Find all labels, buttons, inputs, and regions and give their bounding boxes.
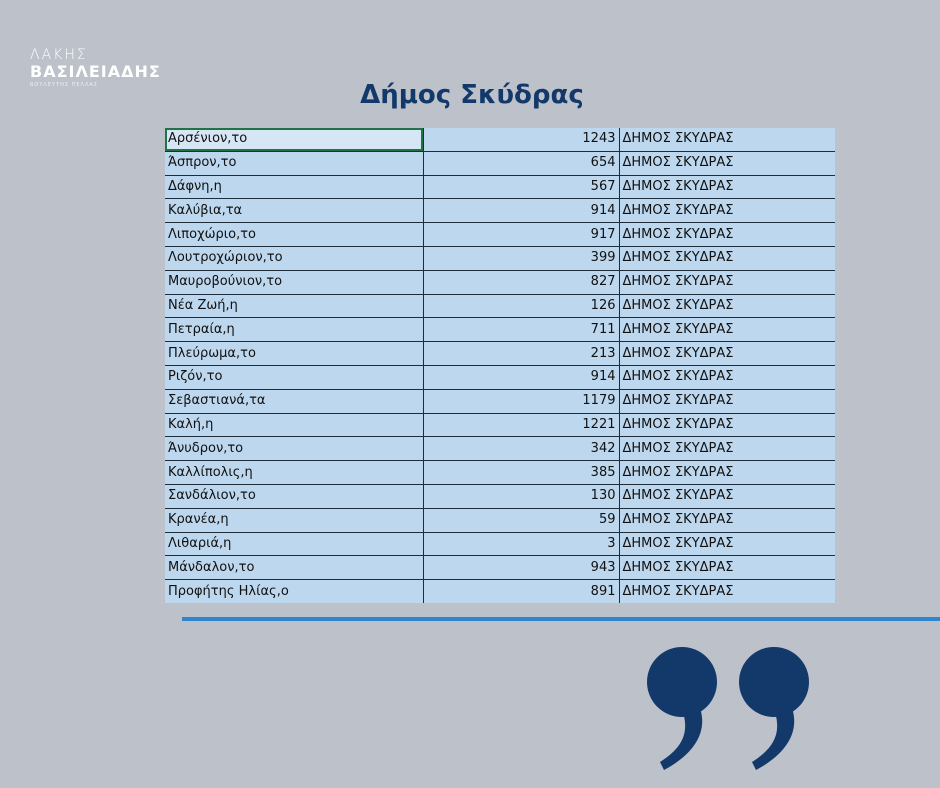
village-name-cell[interactable]: Καλύβια,τα [165,199,423,223]
table-row [165,246,835,270]
table-body [165,128,835,603]
population-cell[interactable]: 827 [423,270,619,294]
municipality-cell[interactable]: ΔΗΜΟΣ ΣΚΥΔΡΑΣ [622,583,734,599]
municipality-cell[interactable]: ΔΗΜΟΣ ΣΚΥΔΡΑΣ [619,461,835,485]
municipality-cell[interactable]: ΔΗΜΟΣ ΣΚΥΔΡΑΣ [619,484,835,508]
table-row [165,532,835,556]
population-cell[interactable]: 914 [423,199,619,223]
table-row [165,556,835,580]
village-name-cell[interactable]: Άσπρον,το [165,151,423,175]
table-row [165,270,835,294]
village-name-cell[interactable]: Λιθαριά,η [165,532,423,556]
population-cell[interactable]: 914 [423,365,619,389]
village-name-cell[interactable]: Δάφνη,η [165,175,423,199]
village-name-cell[interactable]: Πετραία,η [165,318,423,342]
table-row [165,318,835,342]
population-cell[interactable]: 567 [423,175,619,199]
village-name-cell[interactable]: Ριζόν,το [165,365,423,389]
village-name-cell[interactable]: Μαυροβούνιον,το [165,270,423,294]
village-name-cell[interactable]: Πλεύρωμα,το [165,342,423,366]
logo-last-name: ΒΑΣΙΛΕΙΑΔΗΣ [30,62,161,81]
municipality-cell[interactable]: ΔΗΜΟΣ ΣΚΥΔΡΑΣ [619,437,835,461]
table-row [165,484,835,508]
table-row [165,508,835,532]
municipality-cell[interactable]: ΔΗΜΟΣ ΣΚΥΔΡΑΣ [619,246,835,270]
municipality-cell[interactable]: ΔΗΜΟΣ ΣΚΥΔΡΑΣ [619,128,835,151]
table-row [165,413,835,437]
municipality-cell[interactable]: ΔΗΜΟΣ ΣΚΥΔΡΑΣ [619,294,835,318]
population-cell[interactable]: 399 [423,246,619,270]
municipality-cell[interactable]: ΔΗΜΟΣ ΣΚΥΔΡΑΣ [619,413,835,437]
population-cell[interactable]: 1179 [423,389,619,413]
population-cell[interactable]: 385 [423,461,619,485]
municipality-cell[interactable]: ΔΗΜΟΣ ΣΚΥΔΡΑΣ [619,389,835,413]
population-cell[interactable]: 126 [423,294,619,318]
table-row [165,294,835,318]
municipality-cell[interactable]: ΔΗΜΟΣ ΣΚΥΔΡΑΣ [619,318,835,342]
table-row [165,461,835,485]
village-name-cell[interactable]: Σεβαστιανά,τα [165,389,423,413]
table-row [165,175,835,199]
village-name-cell[interactable]: Κρανέα,η [165,508,423,532]
population-cell[interactable]: 891 [423,580,619,603]
villages-table [165,128,835,603]
municipality-cell[interactable]: ΔΗΜΟΣ ΣΚΥΔΡΑΣ [619,365,835,389]
municipality-cell[interactable]: ΔΗΜΟΣ ΣΚΥΔΡΑΣ [619,151,835,175]
municipality-cell[interactable]: ΔΗΜΟΣ ΣΚΥΔΡΑΣ [619,270,835,294]
population-cell[interactable]: 342 [423,437,619,461]
population-cell[interactable]: 130 [423,484,619,508]
divider-line [182,617,940,621]
closing-quote-icon [642,642,818,772]
table-row [165,437,835,461]
population-cell[interactable]: 654 [423,151,619,175]
page-title: Δήμος Σκύδρας [360,80,584,110]
village-name-cell[interactable]: Καλή,η [165,413,423,437]
population-cell[interactable]: 1221 [423,413,619,437]
municipality-cell[interactable]: ΔΗΜΟΣ ΣΚΥΔΡΑΣ [619,556,835,580]
table-row [165,389,835,413]
village-name-cell[interactable]: Άνυδρον,το [165,437,423,461]
village-name-cell[interactable]: Λιποχώριο,το [165,223,423,247]
village-name-cell[interactable]: Λουτροχώριον,το [165,246,423,270]
village-name-cell[interactable]: Σανδάλιον,το [165,484,423,508]
population-cell[interactable]: 213 [423,342,619,366]
population-cell[interactable]: 711 [423,318,619,342]
logo-first-name: ΛΑΚΗΣ [30,47,88,63]
population-cell[interactable]: 59 [423,508,619,532]
population-cell[interactable]: 1243 [423,128,619,151]
municipality-cell[interactable]: ΔΗΜΟΣ ΣΚΥΔΡΑΣ [619,508,835,532]
village-name-cell[interactable]: Προφήτης Ηλίας,ο [165,580,423,603]
municipality-cell[interactable]: ΔΗΜΟΣ ΣΚΥΔΡΑΣ [619,532,835,556]
village-name-cell[interactable]: Μάνδαλον,το [165,556,423,580]
table-row [165,580,835,603]
population-cell[interactable]: 943 [423,556,619,580]
municipality-cell[interactable]: ΔΗΜΟΣ ΣΚΥΔΡΑΣ [619,175,835,199]
table-row [165,199,835,223]
logo-subtitle: ΒΟΥΛΕΥΤΗΣ ΠΕΛΛΑΣ [30,82,98,88]
table-row [165,365,835,389]
municipality-cell[interactable]: ΔΗΜΟΣ ΣΚΥΔΡΑΣ [619,223,835,247]
village-name-cell[interactable]: Καλλίπολις,η [165,461,423,485]
village-name-cell[interactable]: Αρσένιον,το [165,128,423,151]
municipality-cell[interactable]: ΔΗΜΟΣ ΣΚΥΔΡΑΣ [619,199,835,223]
village-name-cell[interactable]: Νέα Ζωή,η [165,294,423,318]
population-cell[interactable]: 3 [423,532,619,556]
table-row [165,342,835,366]
municipality-cell[interactable]: ΔΗΜΟΣ ΣΚΥΔΡΑΣ [619,342,835,366]
table-row [165,223,835,247]
population-cell[interactable]: 917 [423,223,619,247]
table-row [165,151,835,175]
table-row [165,128,835,151]
